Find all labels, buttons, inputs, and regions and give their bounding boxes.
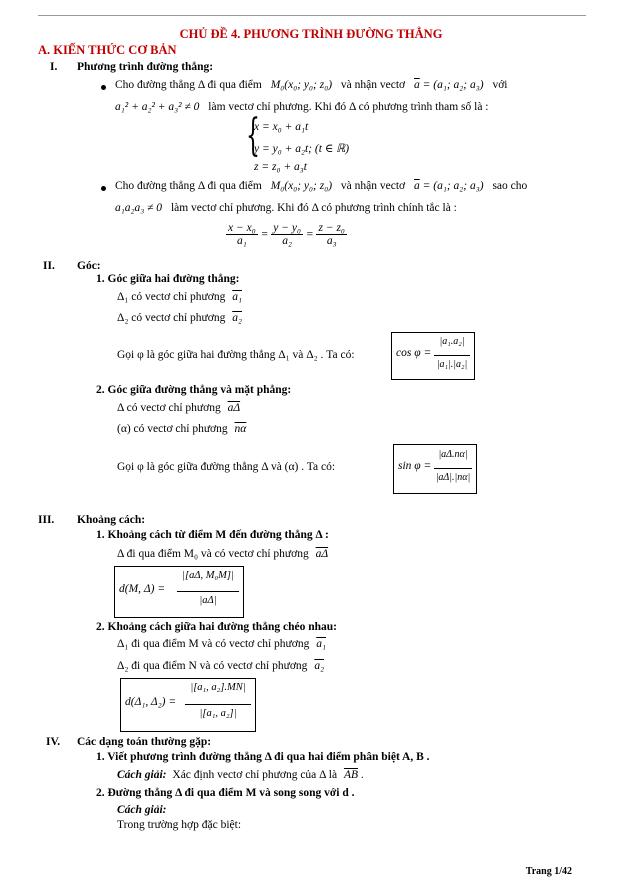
bullet-icon xyxy=(101,85,106,90)
formula-box-cos xyxy=(391,332,475,380)
formula-lhs: d(Δ₁, Δ₂) = xyxy=(125,696,177,708)
problem-1-solution xyxy=(117,769,364,781)
problem-1 xyxy=(96,751,429,763)
vector-a-value: = (a₁; a₂; a₃) xyxy=(422,180,484,192)
text: và nhận vectơ xyxy=(340,180,406,192)
subsection-2-2: 2. Góc giữa đường thẳng và mặt phẳng: xyxy=(96,384,292,396)
section-3-number: III. xyxy=(38,514,55,526)
bullet-2-line-2 xyxy=(115,202,457,214)
header-rule xyxy=(38,15,586,16)
condition: a₁a₂a₃ ≠ 0 xyxy=(115,202,163,214)
bullet-2-line-1 xyxy=(115,180,527,192)
line-plane xyxy=(117,423,246,435)
fraction-bar xyxy=(434,355,470,356)
page-title: CHỦ ĐỀ 4. PHƯƠNG TRÌNH ĐƯỜNG THẲNG xyxy=(179,27,443,41)
canon-num-2: y − y₀ xyxy=(273,222,301,234)
canonical-equation: $\frac{\text{x − x₀}}{\text{a₁}}$ = $\frac{\text{y − y₀}}{\text{a₂}}$ = $\frac{\text{z − z₀}}{\text{a₃}}$ xyxy=(228,222,345,247)
text: sao cho xyxy=(492,180,528,192)
point-m0: M₀(x₀; y₀; z₀) xyxy=(270,79,333,91)
section-1-title: Phương trình đường thẳng: xyxy=(77,61,214,73)
text: Cho đường thẳng Δ đi qua điểm xyxy=(115,79,262,91)
formula-num: |a₁.a₂| xyxy=(439,336,465,347)
section-2-title: Góc: xyxy=(77,260,101,272)
formula-box-distance-skew-lines xyxy=(120,678,256,732)
bullet-1-line-2 xyxy=(115,101,489,113)
vector-a-delta: $\overline{a\Delta}$ xyxy=(227,402,241,414)
vector-a1: a₁ xyxy=(232,291,242,303)
formula-lhs: sin φ = xyxy=(398,460,432,472)
text: Xác định vectơ chỉ phương của Δ là xyxy=(172,769,338,781)
system-brace: { xyxy=(246,110,260,161)
param-x: x = x₀ + a₁t xyxy=(254,121,309,133)
solution-label: Cách giải: xyxy=(117,769,167,781)
text: (α) có vectơ chỉ phương xyxy=(117,423,228,435)
line-delta1-m xyxy=(117,638,326,650)
bullet-icon xyxy=(101,186,106,191)
text: 1. Viết phương trình đường thẳng Δ đi qua hai điểm phân biệt A, B . xyxy=(96,751,430,763)
formula-den: |[a₁, a₂]| xyxy=(199,708,237,719)
text: 2. Đường thẳng Δ đi qua điểm M và song song với d . xyxy=(96,787,355,799)
vector-a2: a₂ xyxy=(232,312,242,324)
text: làm vectơ chỉ phương. Khi đó Δ có phương trình chính tắc là : xyxy=(170,202,457,214)
subsection-3-1: 1. Khoảng cách từ điểm M đến đường thẳng Δ : xyxy=(96,529,329,541)
text: và nhận vectơ xyxy=(340,79,406,91)
formula-lhs: d(M, Δ) = xyxy=(119,583,166,595)
problem-2 xyxy=(96,787,355,799)
canon-den-3: a₃ xyxy=(316,234,346,247)
subsection-3-2: 2. Khoảng cách giữa hai đường thẳng chéo nhau: xyxy=(96,621,337,633)
formula-num: |[aΔ, M₀M]| xyxy=(182,570,234,581)
formula-box-sin xyxy=(393,444,477,494)
angle-line-plane-text: Gọi φ là góc giữa đường thẳng Δ và (α) . Ta có: xyxy=(117,461,336,473)
vector-a: $\overline{a}$ xyxy=(414,180,420,192)
section-4-title: Các dạng toán thường gặp: xyxy=(77,736,212,748)
formula-den: |aΔ| xyxy=(199,595,217,606)
vector-a-value: = (a₁; a₂; a₃) xyxy=(422,79,484,91)
canon-den-2: a₂ xyxy=(271,234,303,247)
canon-den-1: a₁ xyxy=(226,234,258,247)
param-y: y = y₀ + a₂t; (t ∈ ℝ) xyxy=(254,143,350,155)
vector-a: $\overline{a}$ xyxy=(414,79,420,91)
condition: a₁² + a₂² + a₃² ≠ 0 xyxy=(115,101,200,113)
problem-2-solution-label: Cách giải: xyxy=(117,804,167,816)
formula-num: |aΔ.nα| xyxy=(438,449,468,460)
line-delta1 xyxy=(117,291,242,303)
text: . xyxy=(360,769,364,781)
section-1-number: I. xyxy=(50,61,58,73)
point-m0: M₀(x₀; y₀; z₀) xyxy=(270,180,333,192)
text: Δ₁ đi qua điểm M và có vectơ chỉ phương xyxy=(117,638,310,650)
canon-num-1: x − x₀ xyxy=(228,222,256,234)
subsection-2-1: 1. Góc giữa hai đường thẳng: xyxy=(96,273,240,285)
formula-lhs: cos φ = xyxy=(396,347,432,359)
section-2-number: II. xyxy=(43,260,55,272)
vector-n-alpha: $\overline{n\alpha}$ xyxy=(234,423,247,435)
text: Δ có vectơ chỉ phương xyxy=(117,402,221,414)
page-number: Trang 1/42 xyxy=(525,866,572,877)
fraction-bar xyxy=(185,704,251,705)
formula-den: |aΔ|.|nα| xyxy=(435,472,471,483)
line-delta-m0 xyxy=(117,548,328,560)
vector-a1: a₁ xyxy=(316,638,326,650)
section-a-heading: A. KIẾN THỨC CƠ BẢN xyxy=(38,43,177,57)
formula-box-distance-point-line xyxy=(114,566,244,618)
canon-num-3: z − z₀ xyxy=(318,222,345,234)
text: với xyxy=(492,79,508,91)
fraction-bar xyxy=(177,591,239,592)
param-z: z = z₀ + a₃t xyxy=(254,161,307,173)
section-4-number: IV. xyxy=(46,736,61,748)
vector-ab: $\overline{AB}$ xyxy=(343,769,359,781)
fraction-bar xyxy=(434,468,472,469)
angle-lines-text: Gọi φ là góc giữa hai đường thẳng Δ₁ và Δ₂ . Ta có: xyxy=(117,349,355,361)
problem-2-case: Trong trường hợp đặc biệt: xyxy=(117,819,242,831)
text: làm vectơ chỉ phương. Khi đó Δ có phương trình tham số là : xyxy=(208,101,489,113)
formula-den: |a₁|.|a₂| xyxy=(436,359,468,370)
section-3-title: Khoảng cách: xyxy=(77,514,146,526)
formula-num: |[a₁, a₂].MN| xyxy=(190,682,246,693)
line-delta2 xyxy=(117,312,242,324)
vector-a2: a₂ xyxy=(314,660,325,672)
text: Cho đường thẳng Δ đi qua điểm xyxy=(115,180,262,192)
line-delta xyxy=(117,402,240,414)
text: Δ₂ có vectơ chỉ phương xyxy=(117,312,226,324)
line-delta2-n xyxy=(117,660,324,672)
text: Δ đi qua điểm M₀ và có vectơ chỉ phương xyxy=(117,548,309,560)
bullet-1-line-1 xyxy=(115,79,507,91)
vector-a-delta: $\overline{a\Delta}$ xyxy=(315,548,329,560)
text: Δ₁ có vectơ chỉ phương xyxy=(117,291,226,303)
text: Δ₂ đi qua điểm N và có vectơ chỉ phương xyxy=(117,660,308,672)
